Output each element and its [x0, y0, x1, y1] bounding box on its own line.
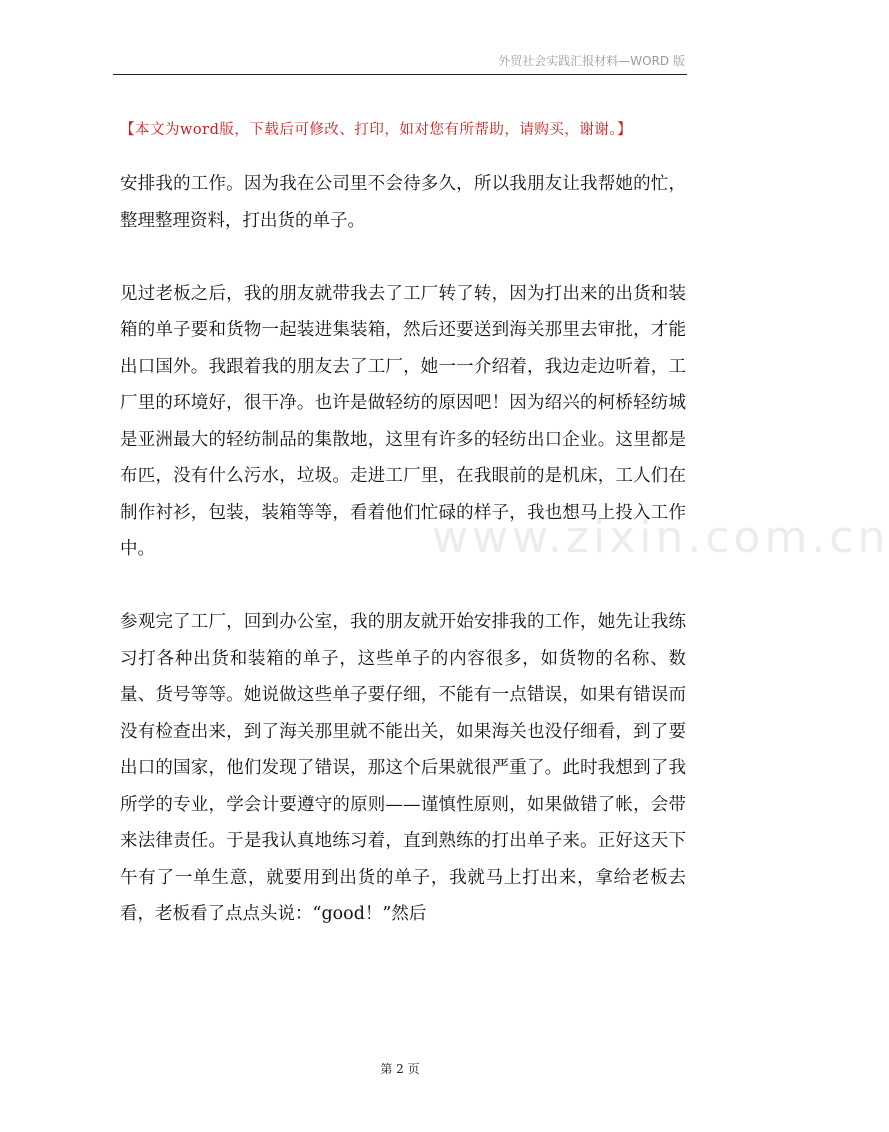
page-number: 第 2 页	[380, 1062, 420, 1076]
watermark: www.zixin.com.cn	[432, 512, 889, 563]
paragraph: 安排我的工作。因为我在公司里不会待多久，所以我朋友让我帮她的忙，整理整理资料，打出货的单子。	[120, 174, 686, 231]
header-title: 外贸社会实践汇报材料—WORD 版	[498, 54, 685, 68]
paragraph: 见过老板之后，我的朋友就带我去了工厂转了转，因为打出来的出货和装箱的单子要和货物一起装进集装箱，然后还要送到海关那里去审批，才能出口国外。我跟着我的朋友去了工厂，她一一介绍着，我边走边听着，工厂里的环境好，很干净。也许是做轻纺的原因吧！因为绍兴的柯桥轻纺城是亚洲最大的轻纺制品的集散地，这里有许多的轻纺出口企业。这里都是布匹，没有什么污水，垃圾。走进工厂里，在我眼前的是机床，工人们在制作衬衫，包装，装箱等等，看着他们忙碌的样子，我也想马上投入工作中。	[120, 283, 686, 559]
purchase-notice: 【本文为word版，下载后可修改、打印，如对您有所帮助，请购买，谢谢。】	[120, 122, 633, 138]
header-divider	[113, 74, 687, 75]
paragraph: 参观完了工厂，回到办公室，我的朋友就开始安排我的工作，她先让我练习打各种出货和装箱的单子，这些单子的内容很多，如货物的名称、数量、货号等等。她说做这些单子要仔细，不能有一点错误，如果有错误而没有检查出来，到了海关那里就不能出关，如果海关也没仔细看，到了要出口的国家，他们发现了错误，那这个后果就很严重了。此时我想到了我所学的专业，学会计要遵守的原则——谨慎性原则，如果做错了帐，会带来法律责任。于是我认真地练习着，直到熟练的打出单子来。正好这天下午有了一单生意，就要用到出货的单子，我就马上打出来，拿给老板去看，老板看了点点头说：“good！”然后	[120, 612, 686, 924]
